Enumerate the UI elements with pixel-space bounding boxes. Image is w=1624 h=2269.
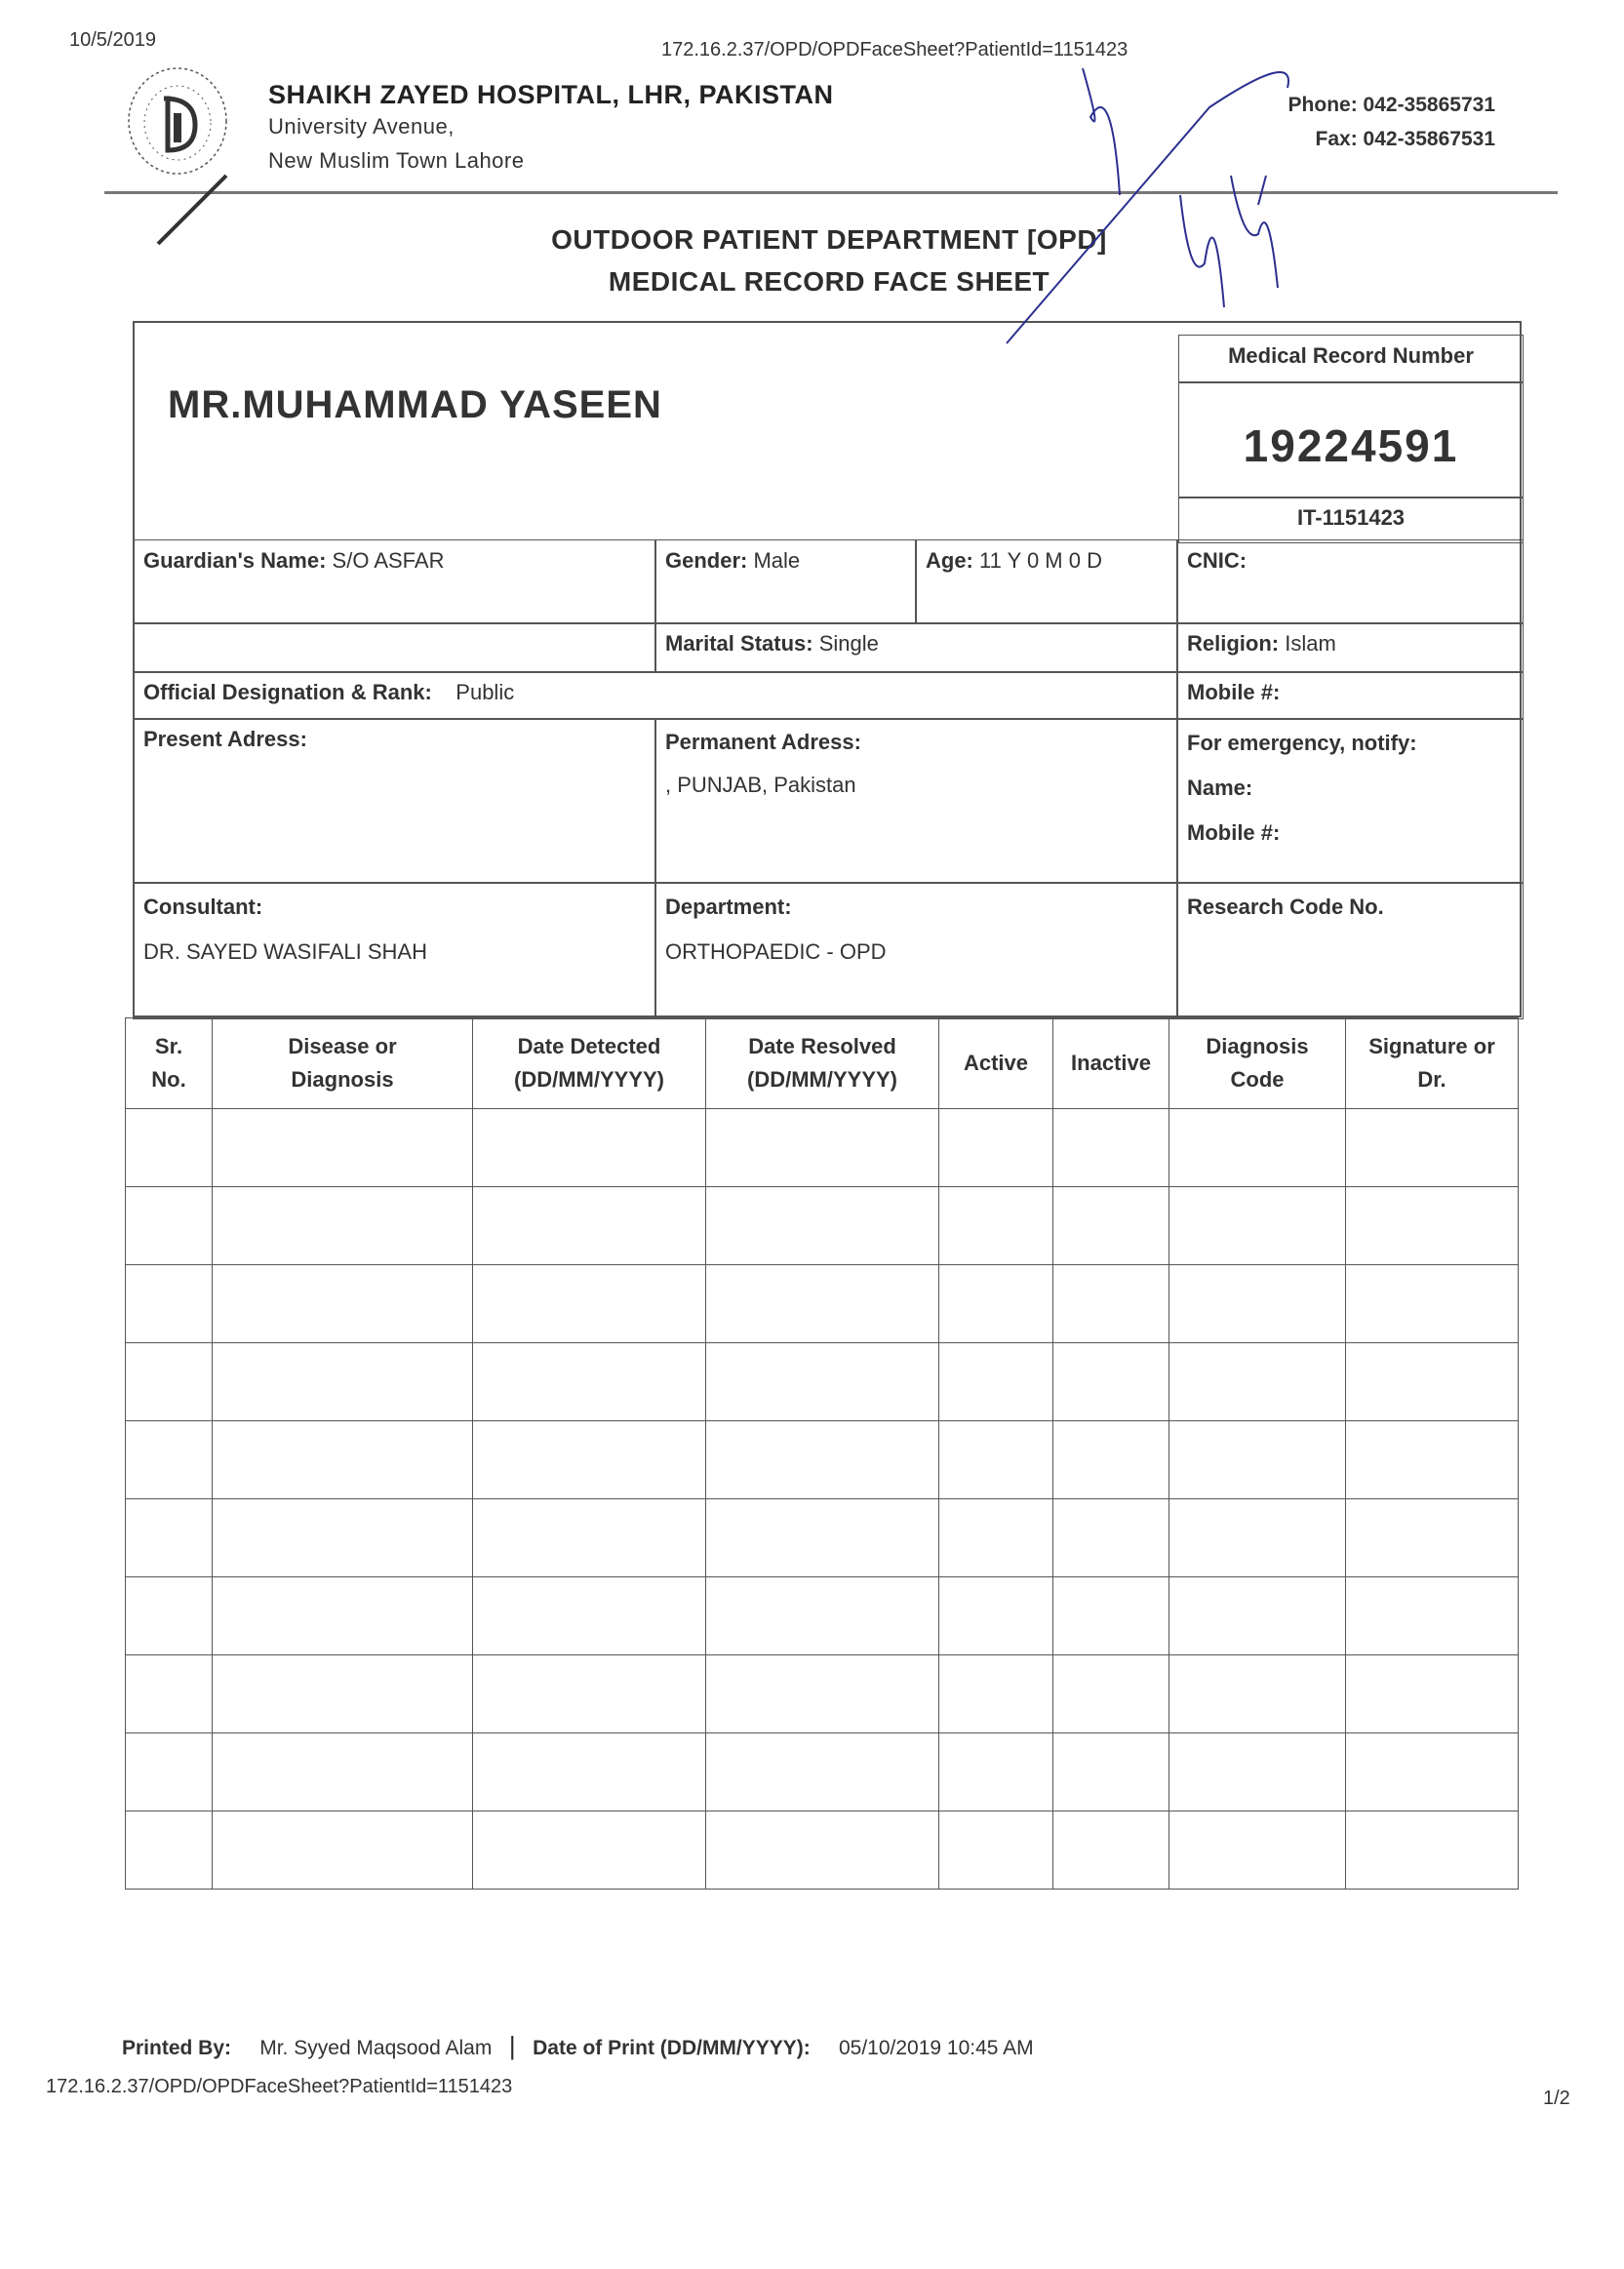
diagnosis-header-0: Sr. No. (126, 1018, 213, 1109)
table-cell (126, 1733, 213, 1811)
table-cell (1346, 1655, 1519, 1733)
table-cell (1346, 1265, 1519, 1343)
table-cell (473, 1265, 706, 1343)
department-cell (654, 882, 1178, 1019)
mobile-label: Mobile #: (1187, 680, 1281, 704)
table-row (126, 1577, 1519, 1655)
table-cell (473, 1109, 706, 1187)
research-code-cell (1176, 882, 1524, 1019)
table-cell (213, 1187, 473, 1265)
table-row (126, 1655, 1519, 1733)
blank-cell (133, 622, 656, 673)
table-cell (126, 1421, 213, 1499)
diagnosis-header-4: Active (939, 1018, 1053, 1109)
diagnosis-header-6: Diagnosis Code (1169, 1018, 1346, 1109)
table-cell (213, 1499, 473, 1577)
page-number: 1/2 (1543, 2088, 1570, 2109)
guardian-cell (133, 539, 656, 624)
table-cell (1346, 1733, 1519, 1811)
table-cell (1169, 1265, 1346, 1343)
religion-value: Islam (1285, 631, 1336, 656)
table-cell (1169, 1655, 1346, 1733)
table-cell (1346, 1499, 1519, 1577)
table-cell (939, 1109, 1053, 1187)
table-row (126, 1343, 1519, 1421)
gender-label: Gender: (665, 548, 748, 573)
table-cell (939, 1811, 1053, 1890)
consultant-label: Consultant: (143, 895, 263, 919)
table-cell (1053, 1343, 1169, 1421)
table-row (126, 1733, 1519, 1811)
table-cell (939, 1577, 1053, 1655)
table-cell (126, 1655, 213, 1733)
table-cell (1053, 1421, 1169, 1499)
guardian-label: Guardian's Name: (143, 548, 327, 573)
table-cell (473, 1343, 706, 1421)
table-cell (213, 1733, 473, 1811)
table-cell (939, 1187, 1053, 1265)
designation-label: Official Designation & Rank: (143, 680, 432, 704)
table-row (126, 1187, 1519, 1265)
hospital-address-line1: University Avenue, (268, 114, 455, 139)
table-cell (706, 1577, 939, 1655)
table-row (126, 1421, 1519, 1499)
guardian-value: S/O ASFAR (332, 548, 445, 573)
table-cell (1346, 1187, 1519, 1265)
print-info (122, 2031, 1034, 2061)
table-cell (473, 1421, 706, 1499)
print-date-label: Date of Print (DD/MM/YYYY): (533, 2037, 811, 2059)
table-row (126, 1499, 1519, 1577)
table-cell (1169, 1187, 1346, 1265)
document-title-line2: MEDICAL RECORD FACE SHEET (608, 266, 1050, 297)
table-cell (213, 1421, 473, 1499)
table-cell (706, 1811, 939, 1890)
emergency-name-label: Name: (1187, 776, 1253, 800)
hospital-phone: Phone: 042-35865731 (1287, 94, 1495, 116)
consultant-cell (133, 882, 656, 1019)
table-row (126, 1265, 1519, 1343)
diagnosis-table (125, 1017, 1519, 1890)
table-cell (126, 1109, 213, 1187)
table-cell (939, 1265, 1053, 1343)
patient-info-form (133, 321, 1522, 1017)
table-row (126, 1811, 1519, 1890)
table-cell (1053, 1109, 1169, 1187)
table-cell (126, 1577, 213, 1655)
table-cell (939, 1655, 1053, 1733)
handwritten-signature (0, 0, 1624, 390)
table-cell (939, 1499, 1053, 1577)
marital-cell (654, 622, 1178, 673)
footer-separator: | (508, 2031, 516, 2060)
table-cell (213, 1265, 473, 1343)
diagnosis-header-3: Date Resolved (DD/MM/YYYY) (706, 1018, 939, 1109)
mrn-cell (1178, 381, 1524, 498)
designation-value: Public (456, 680, 515, 704)
mobile-cell (1176, 671, 1524, 720)
it-number: IT-1151423 (1296, 505, 1406, 530)
age-value: 11 Y 0 M 0 D (979, 548, 1102, 573)
designation-cell (133, 671, 1178, 720)
table-cell (473, 1577, 706, 1655)
table-cell (126, 1343, 213, 1421)
table-cell (1053, 1187, 1169, 1265)
table-cell (706, 1187, 939, 1265)
table-cell (1169, 1109, 1346, 1187)
table-cell (1053, 1733, 1169, 1811)
table-cell (126, 1499, 213, 1577)
footer-url: 172.16.2.37/OPD/OPDFaceSheet?PatientId=1151423 (46, 2076, 513, 2097)
gender-cell (654, 539, 917, 624)
table-cell (1169, 1811, 1346, 1890)
table-cell (1169, 1343, 1346, 1421)
table-cell (1053, 1265, 1169, 1343)
table-cell (939, 1733, 1053, 1811)
diagnosis-header-1: Disease or Diagnosis (213, 1018, 473, 1109)
emergency-cell (1176, 718, 1524, 884)
age-cell (915, 539, 1178, 624)
age-label: Age: (926, 548, 973, 573)
present-address-cell (133, 718, 656, 884)
table-cell (473, 1187, 706, 1265)
table-cell (126, 1811, 213, 1890)
hospital-address-line2: New Muslim Town Lahore (268, 148, 525, 173)
patient-name: MR.MUHAMMAD YASEEN (168, 383, 662, 426)
emergency-mobile-label: Mobile #: (1187, 820, 1281, 845)
diagnosis-header-2: Date Detected (DD/MM/YYYY) (473, 1018, 706, 1109)
religion-label: Religion: (1187, 631, 1280, 656)
hospital-fax: Fax: 042-35867531 (1315, 128, 1495, 150)
permanent-address-value: , PUNJAB, Pakistan (665, 773, 856, 797)
printed-by-label: Printed By: (122, 2037, 232, 2059)
mrn-value: 19224591 (1243, 420, 1459, 471)
print-url: 172.16.2.37/OPD/OPDFaceSheet?PatientId=1151423 (661, 39, 1129, 60)
table-cell (1053, 1577, 1169, 1655)
marital-label: Marital Status: (665, 631, 813, 656)
table-cell (1169, 1421, 1346, 1499)
table-cell (1053, 1499, 1169, 1577)
cnic-label: CNIC: (1187, 548, 1248, 573)
table-cell (473, 1733, 706, 1811)
diagnosis-header-5: Inactive (1053, 1018, 1169, 1109)
table-cell (939, 1343, 1053, 1421)
table-cell (706, 1109, 939, 1187)
table-cell (1346, 1421, 1519, 1499)
table-cell (706, 1655, 939, 1733)
department-label: Department: (665, 895, 792, 919)
table-row (126, 1109, 1519, 1187)
table-cell (1169, 1577, 1346, 1655)
mrn-label: Medical Record Number (1228, 343, 1474, 368)
table-cell (473, 1655, 706, 1733)
table-cell (1169, 1733, 1346, 1811)
table-cell (706, 1343, 939, 1421)
table-cell (1053, 1655, 1169, 1733)
table-cell (213, 1343, 473, 1421)
it-number-cell (1178, 497, 1524, 543)
table-cell (706, 1421, 939, 1499)
diagnosis-header-row (126, 1018, 1519, 1109)
table-cell (939, 1421, 1053, 1499)
religion-cell (1176, 622, 1524, 673)
table-cell (473, 1811, 706, 1890)
table-cell (473, 1499, 706, 1577)
table-cell (1053, 1811, 1169, 1890)
table-cell (1346, 1343, 1519, 1421)
table-cell (126, 1265, 213, 1343)
table-cell (706, 1733, 939, 1811)
table-cell (1346, 1811, 1519, 1890)
hospital-name: SHAIKH ZAYED HOSPITAL, LHR, PAKISTAN (268, 80, 834, 109)
print-date: 10/5/2019 (69, 29, 156, 51)
document-title-line1: OUTDOOR PATIENT DEPARTMENT [OPD] (551, 224, 1107, 255)
diagnosis-header-7: Signature or Dr. (1346, 1018, 1519, 1109)
table-cell (213, 1655, 473, 1733)
permanent-address-cell (654, 718, 1178, 884)
table-cell (213, 1577, 473, 1655)
marital-value: Single (818, 631, 879, 656)
printed-by-value: Mr. Syyed Maqsood Alam (259, 2037, 493, 2059)
gender-value: Male (753, 548, 801, 573)
present-address-label: Present Adress: (143, 727, 307, 751)
table-cell (1169, 1499, 1346, 1577)
table-cell (706, 1265, 939, 1343)
research-code-label: Research Code No. (1187, 895, 1384, 919)
consultant-value: DR. SAYED WASIFALI SHAH (143, 939, 427, 964)
table-cell (706, 1499, 939, 1577)
table-cell (126, 1187, 213, 1265)
table-cell (1346, 1109, 1519, 1187)
table-cell (213, 1811, 473, 1890)
emergency-label: For emergency, notify: (1187, 731, 1417, 755)
department-value: ORTHOPAEDIC - OPD (665, 939, 887, 964)
print-date-value: 05/10/2019 10:45 AM (838, 2037, 1034, 2059)
table-cell (1346, 1577, 1519, 1655)
permanent-address-label: Permanent Adress: (665, 730, 861, 754)
cnic-cell (1176, 539, 1524, 624)
table-cell (213, 1109, 473, 1187)
